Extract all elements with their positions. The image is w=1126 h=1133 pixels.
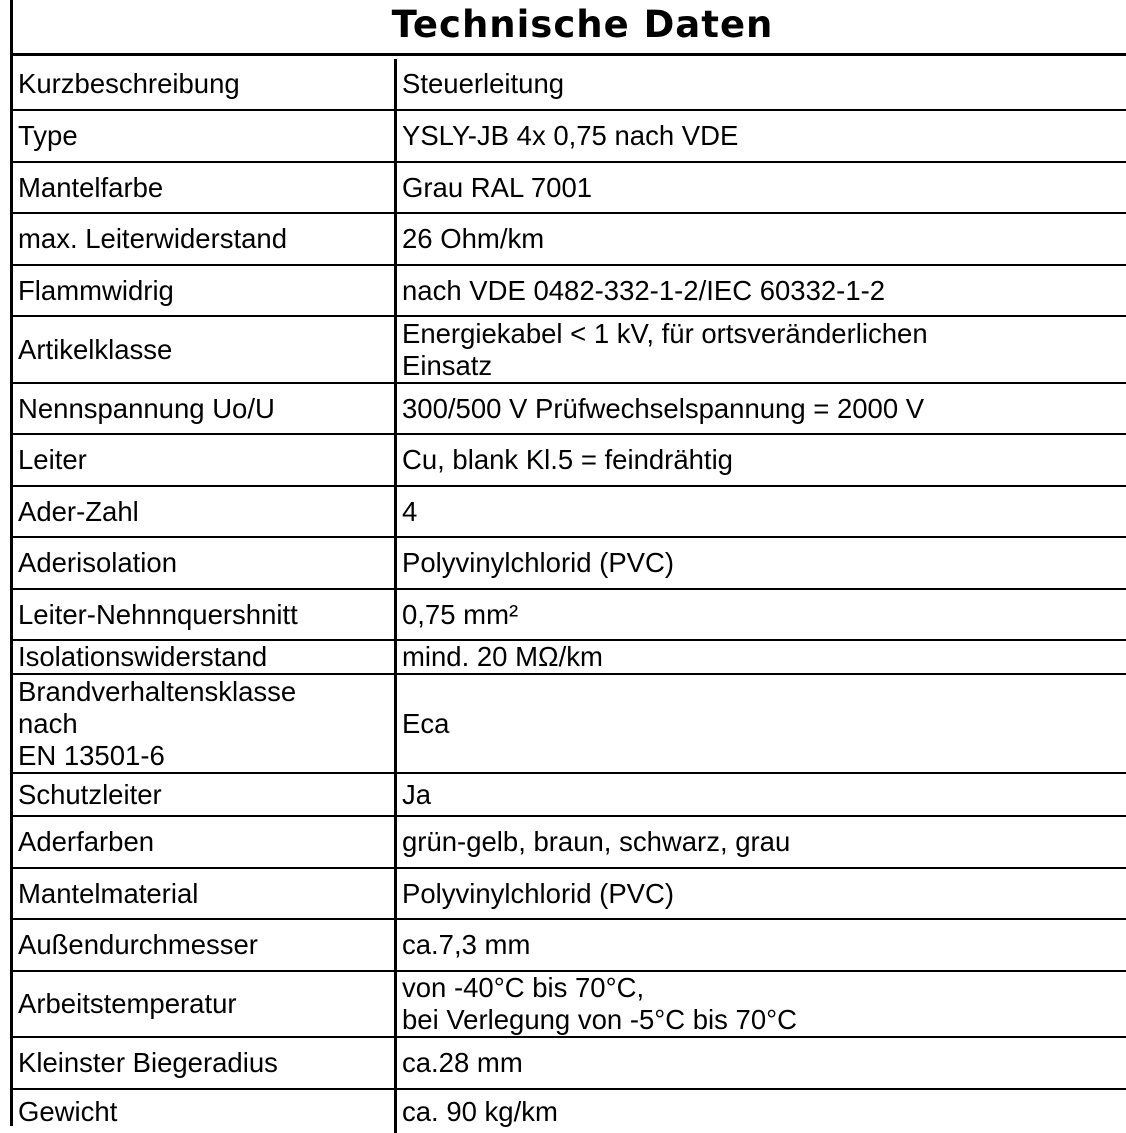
row-label: Mantelmaterial <box>13 868 396 919</box>
row-label: Außendurchmesser <box>13 919 396 971</box>
table-row <box>13 434 1126 486</box>
row-value: ca.7,3 mm <box>396 919 1126 971</box>
table-row <box>13 816 1126 868</box>
row-value: 300/500 V Prüfwechselspannung = 2000 V <box>396 383 1126 434</box>
row-value: Steuerleitung <box>396 59 1126 110</box>
row-value: Polyvinylchlorid (PVC) <box>396 868 1126 919</box>
row-label: Artikelklasse <box>13 316 396 383</box>
row-value: 26 Ohm/km <box>396 213 1126 265</box>
table-row <box>13 773 1126 816</box>
table-row <box>13 868 1126 919</box>
row-label: Schutzleiter <box>13 773 396 816</box>
page-title: Technische Daten <box>13 0 1126 56</box>
row-label: Gewicht <box>13 1089 396 1133</box>
row-label: Mantelfarbe <box>13 162 396 213</box>
table-row <box>13 316 1126 383</box>
row-label: Isolationswiderstand <box>13 640 396 674</box>
table-row <box>13 486 1126 537</box>
row-value: 0,75 mm² <box>396 589 1126 640</box>
row-label: max. Leiterwiderstand <box>13 213 396 265</box>
row-label: Ader-Zahl <box>13 486 396 537</box>
row-label: Aderisolation <box>13 537 396 589</box>
row-label: Nennspannung Uo/U <box>13 383 396 434</box>
row-value: von -40°C bis 70°C, bei Verlegung von -5°C bis 70°C <box>396 971 1126 1037</box>
row-value: ca. 90 kg/km <box>396 1089 1126 1133</box>
row-label: Leiter <box>13 434 396 486</box>
table-row <box>13 971 1126 1037</box>
table-row <box>13 162 1126 213</box>
table-row <box>13 213 1126 265</box>
specs-table <box>13 59 1126 1133</box>
row-value: 4 <box>396 486 1126 537</box>
row-label: Type <box>13 110 396 162</box>
spec-sheet <box>10 0 1126 1126</box>
table-row <box>13 383 1126 434</box>
row-label: Kleinster Biegeradius <box>13 1037 396 1089</box>
table-row <box>13 110 1126 162</box>
table-row <box>13 919 1126 971</box>
row-value: Polyvinylchlorid (PVC) <box>396 537 1126 589</box>
row-label: Flammwidrig <box>13 265 396 316</box>
row-label: Aderfarben <box>13 816 396 868</box>
table-row <box>13 537 1126 589</box>
table-row <box>13 640 1126 674</box>
row-label: Brandverhaltensklasse nach EN 13501-6 <box>13 674 396 773</box>
table-row <box>13 265 1126 316</box>
row-value: mind. 20 MΩ/km <box>396 640 1126 674</box>
row-value: Cu, blank Kl.5 = feindrähtig <box>396 434 1126 486</box>
table-row <box>13 1037 1126 1089</box>
row-value: Ja <box>396 773 1126 816</box>
table-row <box>13 589 1126 640</box>
table-row <box>13 674 1126 773</box>
row-value: YSLY-JB 4x 0,75 nach VDE <box>396 110 1126 162</box>
row-value: grün-gelb, braun, schwarz, grau <box>396 816 1126 868</box>
row-value: Energiekabel < 1 kV, für ortsveränderlichen Einsatz <box>396 316 1126 383</box>
row-value: Grau RAL 7001 <box>396 162 1126 213</box>
row-label: Arbeitstemperatur <box>13 971 396 1037</box>
table-row <box>13 1089 1126 1133</box>
row-value: ca.28 mm <box>396 1037 1126 1089</box>
row-label: Leiter-Nehnnquershnitt <box>13 589 396 640</box>
row-value: Eca <box>396 674 1126 773</box>
table-row <box>13 59 1126 110</box>
row-value: nach VDE 0482-332-1-2/IEC 60332-1-2 <box>396 265 1126 316</box>
row-label: Kurzbeschreibung <box>13 59 396 110</box>
